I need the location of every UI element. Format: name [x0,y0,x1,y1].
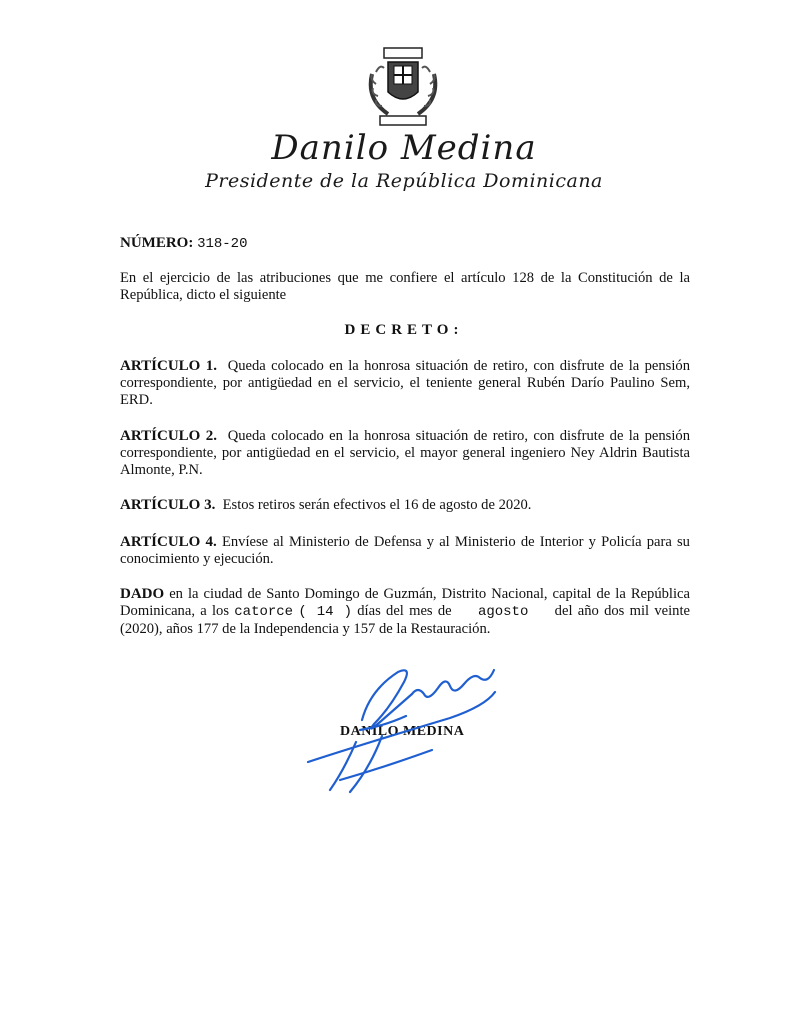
dado-part1: en la ciudad de Santo Domingo de Guzmán, Distrito Nacional, capital de la República Dominicana, a los [120,586,690,619]
decree-number [120,235,690,253]
decree-number-label: NÚMERO: [120,235,194,251]
decree-number-value: 318-20 [197,236,248,252]
signatory-name: DANILO MEDINA [340,724,465,739]
coat-of-arms-seal-icon [358,44,448,134]
dado-day-words: catorce [234,604,294,620]
dado-part2: días del mes de [357,603,452,619]
article-4 [120,534,690,568]
article-3-label: ARTÍCULO 3. [120,497,216,513]
dado-paragraph [120,586,690,638]
article-3-text: Estos retiros serán efectivos el 16 de agosto de 2020. [222,497,532,513]
decreto-heading: DECRETO: [344,322,464,338]
dado-part3: del año dos mil veinte (2020), años 177 de la Independencia y 157 de la Restauración. [120,603,690,637]
article-2 [120,428,690,479]
article-3 [120,497,690,514]
article-4-label: ARTÍCULO 4. [120,534,217,550]
dado-month: agosto [477,604,529,620]
letterhead-name: Danilo Medina [271,128,537,168]
article-1 [120,358,690,409]
article-4-text: Envíese al Ministerio de Defensa y al Ministerio de Interior y Policía para su conocimiento y ejecución. [120,534,690,567]
article-2-label: ARTÍCULO 2. [120,428,218,444]
dado-label: DADO [120,586,165,602]
article-2-text: Queda colocado en la honrosa situación de retiro, con disfrute de la pensión correspondiente, por antigüedad en el servicio, el mayor general ingeniero Ney Aldrin Bautista Almonte, P.N. [120,428,691,478]
letterhead-title: Presidente de la República Dominicana [205,170,603,192]
article-1-text: Queda colocado en la honrosa situación de retiro, con disfrute de la pensión correspondiente, por antigüedad en el servicio, el teniente general Rubén Darío Paulino Sem, ERD. [120,358,691,408]
article-1-label: ARTÍCULO 1. [120,358,218,374]
handwritten-signature-icon [300,650,500,800]
intro-paragraph: En el ejercicio de las atribuciones que me confiere el artículo 128 de la Constitución de la República, dicto el siguiente [120,270,690,303]
dado-day-number: ( 14 ) [298,604,352,620]
